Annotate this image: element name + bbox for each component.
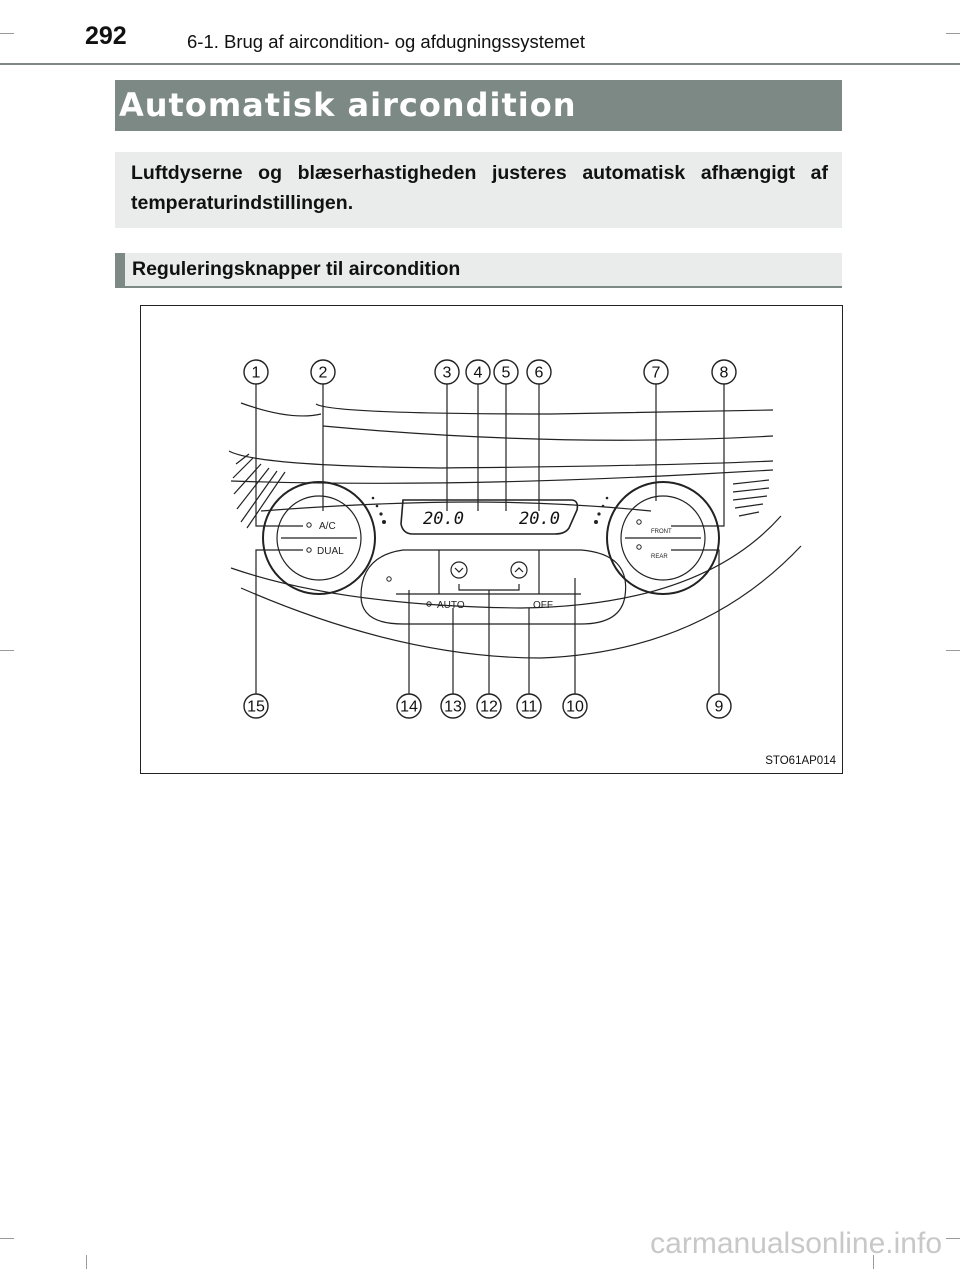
callout-number: 10 bbox=[566, 698, 584, 716]
climate-control-illustration bbox=[141, 306, 842, 773]
sub-heading-bar bbox=[115, 253, 125, 286]
recirculation-indicator bbox=[387, 577, 391, 581]
crop-mark bbox=[0, 650, 14, 651]
ac-button-label: A/C bbox=[319, 521, 336, 532]
crop-mark bbox=[0, 33, 14, 34]
section-banner bbox=[115, 80, 842, 131]
dashboard-line bbox=[241, 403, 321, 416]
callout-number: 6 bbox=[534, 364, 544, 382]
off-button-label: OFF bbox=[533, 600, 553, 611]
callout-number: 14 bbox=[400, 698, 418, 716]
chevron-down-icon bbox=[455, 568, 463, 572]
section-title: Automatisk aircondition bbox=[119, 86, 577, 124]
temp-scale-dot bbox=[606, 497, 609, 500]
callout-number: 7 bbox=[651, 364, 661, 382]
temp-scale-dot bbox=[379, 512, 382, 515]
temp-scale-dot bbox=[376, 505, 379, 508]
sub-heading bbox=[115, 253, 842, 288]
crop-mark bbox=[946, 650, 960, 651]
page-number: 292 bbox=[85, 22, 127, 50]
callout-number: 8 bbox=[719, 364, 729, 382]
dual-button-label: DUAL bbox=[317, 546, 344, 557]
watermark: carmanualsonline.info bbox=[650, 1227, 942, 1260]
auto-button-label: AUTO bbox=[437, 600, 465, 611]
callout-number: 9 bbox=[714, 698, 724, 716]
fan-bracket bbox=[459, 584, 519, 590]
vent-hatch bbox=[733, 480, 769, 516]
front-defogger-label: FRONT bbox=[651, 529, 672, 535]
callout-number: 13 bbox=[444, 698, 462, 716]
temp-scale-dot bbox=[382, 520, 386, 524]
right-temperature-readout: 20.0 bbox=[519, 509, 560, 529]
rear-indicator bbox=[637, 545, 641, 549]
callout-leader bbox=[671, 384, 724, 526]
sub-heading-text: Reguleringsknapper til aircondition bbox=[132, 258, 461, 280]
callout-leader bbox=[671, 550, 719, 694]
header-rule bbox=[0, 63, 960, 65]
callout-number: 12 bbox=[480, 698, 498, 716]
callout-number: 5 bbox=[501, 364, 511, 382]
callout-number: 4 bbox=[473, 364, 483, 382]
dashboard-line bbox=[316, 404, 773, 414]
dual-indicator bbox=[307, 548, 311, 552]
callout-number: 15 bbox=[247, 698, 265, 716]
fan-decrease-button bbox=[451, 562, 467, 578]
crop-mark bbox=[946, 33, 960, 34]
dashboard-line bbox=[323, 426, 773, 440]
ac-indicator bbox=[307, 523, 311, 527]
temp-scale-dot bbox=[372, 497, 375, 500]
callout-number: 3 bbox=[442, 364, 452, 382]
figure-code: STO61AP014 bbox=[765, 755, 836, 767]
temp-scale-dot bbox=[597, 512, 600, 515]
crop-mark bbox=[0, 1238, 14, 1239]
vent-hatch bbox=[233, 454, 285, 528]
figure bbox=[140, 305, 843, 774]
intro-box bbox=[115, 152, 842, 228]
button-panel bbox=[361, 550, 626, 624]
dashboard-line bbox=[229, 451, 773, 468]
chevron-up-icon bbox=[515, 568, 523, 572]
callout-number: 11 bbox=[520, 698, 538, 716]
crop-mark bbox=[946, 1238, 960, 1239]
front-indicator bbox=[637, 520, 641, 524]
rear-defogger-label: REAR bbox=[651, 554, 668, 560]
dashboard-line bbox=[231, 470, 773, 483]
callout-leader bbox=[256, 550, 303, 694]
intro-text: Luftdyserne og blæserhastigheden justeres automatisk afhængigt af temperaturindstillingen. bbox=[131, 162, 828, 214]
crop-mark bbox=[86, 1255, 87, 1269]
temp-scale-dot bbox=[602, 505, 605, 508]
left-temperature-readout: 20.0 bbox=[423, 509, 464, 529]
chapter-title: 6-1. Brug af aircondition- og afdugningssystemet bbox=[187, 31, 585, 52]
callout-number: 2 bbox=[318, 364, 328, 382]
temp-scale-dot bbox=[594, 520, 598, 524]
callout-number: 1 bbox=[251, 364, 261, 382]
fan-increase-button bbox=[511, 562, 527, 578]
